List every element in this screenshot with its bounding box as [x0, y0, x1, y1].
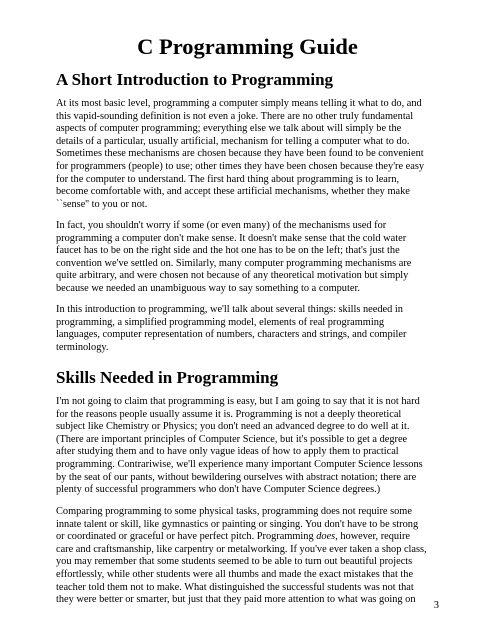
emphasized-word: does: [316, 531, 336, 543]
text-line: In fact, you shouldn't worry if some (or even many) of the mechanisms used for: [56, 220, 387, 231]
text-line: I'm not going to claim that programming is easy, but I am going to say that it is not hard: [56, 396, 420, 407]
text-line: plenty of successful programmers who don't have Computer Science degrees.): [56, 484, 381, 496]
text-line: for the computer to understand. The first hard thing about programming is to learn,: [56, 173, 400, 185]
text-line: [56, 531, 448, 544]
intro-paragraph-1: [56, 98, 448, 211]
text-line: convention we've settled on. Similarly, many computer programming mechanisms are: [56, 257, 412, 269]
intro-paragraph-3: [56, 304, 448, 354]
text-line: you may remember that some students seemed to be able to turn out beautiful projects: [56, 556, 413, 568]
text-line: programming. Contrariwise, we'll experience many important Computer Science lessons: [56, 458, 423, 470]
text-line: teacher told them not to make. What distinguished the successful students was not that: [56, 581, 414, 593]
document-title: C Programming Guide: [137, 34, 358, 59]
text-line: after studying them and to have only vague ideas of how to apply them to practical: [56, 446, 399, 458]
text-line: by the seat of our pants, without bewildering ourselves with abstract notation; there are: [56, 471, 417, 483]
text-line: At its most basic level, programming a computer simply means telling it what to do, and: [56, 98, 422, 109]
text-line: innate talent or skill, like gymnastics or painting or singing. You don't have to be strong: [56, 518, 419, 530]
text-line: languages, computer representation of numbers, characters and strings, and compiler: [56, 329, 407, 341]
text-line: quite arbitrary, and were chosen not because of any theoretical motivation but simply: [56, 270, 409, 282]
text-line: effortlessly, while other students were all thumbs and made the exact mistakes that the: [56, 568, 414, 580]
text-line: aspects of computer programming; everything else we talk about will simply be the: [56, 123, 402, 135]
text-line: become comfortable with, and accept these artificial mechanisms, whether they make: [56, 186, 410, 198]
text-line: care and craftsmanship, like carpentry or metalworking. If you've ever taken a shop class,: [56, 543, 427, 555]
page-number: 3: [433, 600, 439, 611]
text-line: details of a particular, usually artificial, mechanism for telling a computer what to do.: [56, 135, 410, 147]
text-line: ``sense'' to you or not.: [56, 198, 148, 210]
text-line: terminology.: [56, 341, 109, 353]
text-line: for the reasons people usually assume it is. Programming is not a deeply theoretical: [56, 408, 402, 420]
text-line: (There are important principles of Computer Science, but it's possible to get a degree: [56, 433, 408, 445]
text-run: , however, require: [335, 531, 411, 543]
skills-paragraph-1: [56, 396, 448, 497]
text-line: programming, a simplified programming model, elements of real programming: [56, 316, 385, 328]
text-line: Comparing programming to some physical tasks, programming does not require some: [56, 506, 412, 517]
text-line: programming a computer don't make sense. It doesn't make sense that the cold water: [56, 232, 407, 244]
text-run: or coordinated or graceful or have perfect pitch. Programming: [56, 531, 317, 543]
text-line: because we needed an unambiguous way to say something to a computer.: [56, 282, 360, 294]
section-heading-skills: Skills Needed in Programming: [56, 368, 279, 387]
text-line: faucet has to be on the right side and the hot one has to be on the left; that's just the: [56, 245, 400, 257]
intro-paragraph-2: [56, 220, 448, 296]
text-line: subject like Chemistry or Physics; you don't need an advanced degree to do well at it.: [56, 421, 410, 433]
text-line: they were better or smarter, but just that they paid more attention to what was going on: [56, 594, 416, 606]
text-line: Sometimes these mechanisms are chosen because they have been found to be convenient: [56, 148, 424, 160]
text-line: In this introduction to programming, we'll talk about several things: skills needed in: [56, 304, 403, 315]
text-line: this vapid-sounding definition is not even a joke. There are no other truly fundamental: [56, 110, 414, 122]
skills-paragraph-2: [56, 506, 448, 607]
text-line: for programmers (people) to use; other times they have been chosen because they're easy: [56, 160, 425, 172]
section-heading-introduction: A Short Introduction to Programming: [56, 70, 334, 89]
